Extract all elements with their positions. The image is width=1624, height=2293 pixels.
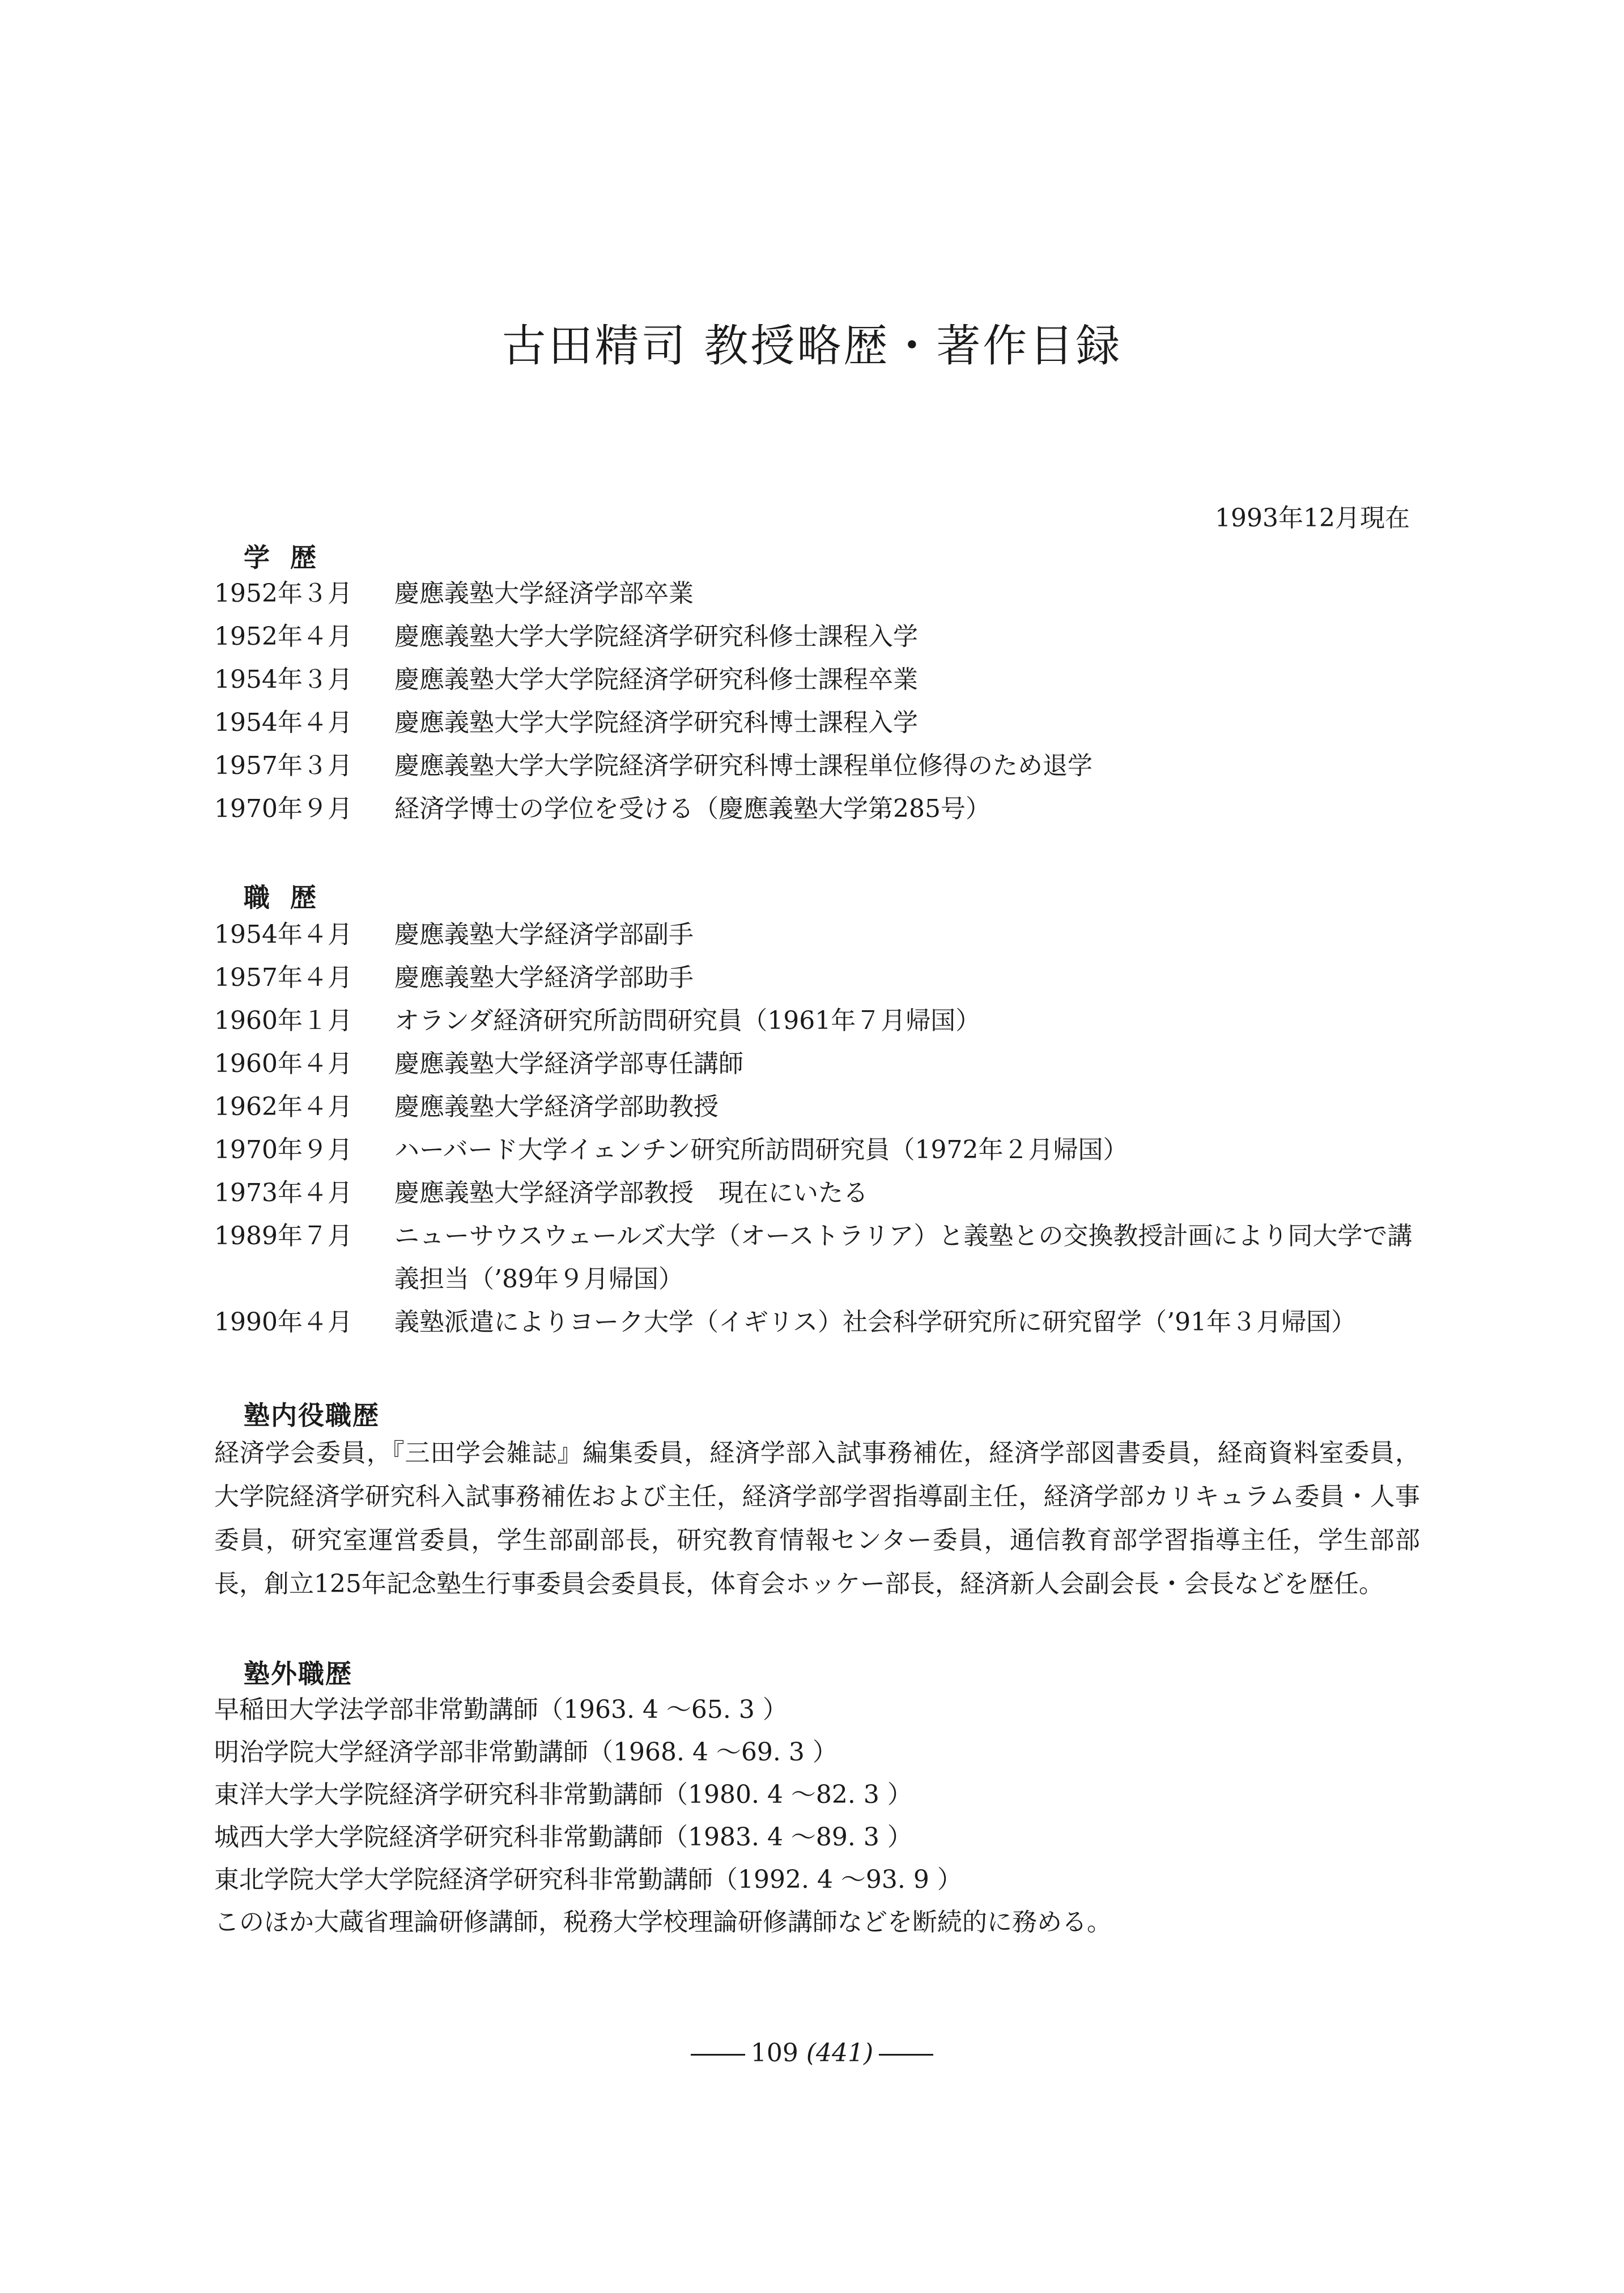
career-entry <box>214 956 1420 999</box>
education-entry <box>214 701 1420 745</box>
career-entry <box>214 1301 1420 1344</box>
entry-date: 1954年４月 <box>214 708 352 737</box>
career-entry <box>214 913 1420 956</box>
internal-roles-heading: 塾内役職歴 <box>244 1400 380 1431</box>
entry-date: 1960年１月 <box>214 1006 352 1035</box>
entry-text: 慶應義塾大学経済学部副手 <box>394 920 694 949</box>
entry-date: 1973年４月 <box>214 1179 352 1207</box>
entry-text: 慶應義塾大学大学院経済学研究科博士課程入学 <box>394 708 918 737</box>
entry-text: 慶應義塾大学経済学部教授 現在にいたる <box>394 1179 868 1207</box>
as-of-date: 1993年12月現在 <box>1215 504 1410 533</box>
career-entry <box>214 1215 1420 1301</box>
entry-text: 慶應義塾大学大学院経済学研究科修士課程卒業 <box>394 665 918 694</box>
career-list <box>214 913 1420 1344</box>
external-roles-list <box>214 1688 1420 1943</box>
career-entry <box>214 1086 1420 1129</box>
entry-date: 1962年４月 <box>214 1092 352 1121</box>
entry-text: 慶應義塾大学経済学部助手 <box>394 963 694 992</box>
career-heading: 職 歴 <box>244 882 322 913</box>
page-title: 古田精司 教授略歴・著作目録 <box>501 321 1123 372</box>
external-role-item: 東北学院大学大学院経済学研究科非常勤講師（1992. 4 ～93. 9 ） <box>214 1865 962 1894</box>
education-entry <box>214 615 1420 658</box>
entry-text: 経済学博士の学位を受ける（慶應義塾大学第285号） <box>394 794 990 823</box>
external-roles-heading: 塾外職歴 <box>244 1658 352 1689</box>
external-role-item: このほか大蔵省理論研修講師，税務大学校理論研修講師などを断続的に務める。 <box>214 1908 1112 1937</box>
external-role-item: 早稲田大学法学部非常勤講師（1963. 4 ～65. 3 ） <box>214 1695 788 1724</box>
entry-date: 1990年４月 <box>214 1308 352 1337</box>
entry-date: 1952年３月 <box>214 579 352 608</box>
entry-text: 慶應義塾大学大学院経済学研究科博士課程単位修得のため退学 <box>394 751 1092 780</box>
footer-dash-left <box>691 2054 745 2056</box>
entry-date: 1970年９月 <box>214 794 352 823</box>
education-entry <box>214 658 1420 701</box>
education-entry <box>214 572 1420 615</box>
page-footer <box>0 2039 1624 2067</box>
education-heading: 学 歴 <box>244 542 322 573</box>
career-entry <box>214 1129 1420 1172</box>
entry-text: 義塾派遣によりヨーク大学（イギリス）社会科学研究所に研究留学（’91年３月帰国） <box>394 1308 1357 1337</box>
career-entry <box>214 1043 1420 1086</box>
entry-date: 1954年３月 <box>214 665 352 694</box>
entry-text: 慶應義塾大学経済学部専任講師 <box>394 1049 743 1078</box>
entry-text: ハーバード大学イェンチン研究所訪問研究員（1972年２月帰国） <box>394 1135 1128 1164</box>
career-entry <box>214 1172 1420 1215</box>
entry-date: 1954年４月 <box>214 920 352 949</box>
external-role-item: 明治学院大学経済学部非常勤講師（1968. 4 ～69. 3 ） <box>214 1738 837 1767</box>
entry-date: 1952年４月 <box>214 622 352 651</box>
career-entry <box>214 999 1420 1043</box>
footer-dash-right <box>879 2054 933 2056</box>
entry-date: 1989年７月 <box>214 1222 352 1250</box>
education-entry <box>214 745 1420 788</box>
entry-text: 慶應義塾大学大学院経済学研究科修士課程入学 <box>394 622 918 651</box>
education-entry <box>214 788 1420 831</box>
entry-text: オランダ経済研究所訪問研究員（1961年７月帰国） <box>394 1006 981 1035</box>
entry-text: 慶應義塾大学経済学部卒業 <box>394 579 694 608</box>
entry-date: 1960年４月 <box>214 1049 352 1078</box>
entry-date: 1957年３月 <box>214 751 352 780</box>
total-page-number: (441) <box>806 2039 874 2067</box>
entry-text: ニューサウスウェールズ大学（オーストラリア）と義塾との交換教授計画により同大学で講義担当（’89年９月帰国） <box>394 1222 1413 1294</box>
external-role-item: 東洋大学大学院経済学研究科非常勤講師（1980. 4 ～82. 3 ） <box>214 1780 912 1809</box>
entry-date: 1970年９月 <box>214 1135 352 1164</box>
internal-roles-text: 経済学会委員，『三田学会雑誌』編集委員，経済学部入試事務補佐，経済学部図書委員，経商資料室委員，大学院経済学研究科入試事務補佐および主任，経済学部学習指導副主任，経済学部カリキュラム委員・人事委員，研究室運営委員，学生部副部長，研究教育情報センター委員，通信教育部学習指導主任，学生部部長，創立125年記念塾生行事委員会委員長，体育会ホッケー部長，経済新人会副会長・会長などを歴任。 <box>214 1439 1420 1598</box>
page-number: 109 <box>750 2039 798 2067</box>
entry-text: 慶應義塾大学経済学部助教授 <box>394 1092 719 1121</box>
external-role-item: 城西大学大学院経済学研究科非常勤講師（1983. 4 ～89. 3 ） <box>214 1823 912 1852</box>
entry-date: 1957年４月 <box>214 963 352 992</box>
education-list <box>214 572 1420 831</box>
